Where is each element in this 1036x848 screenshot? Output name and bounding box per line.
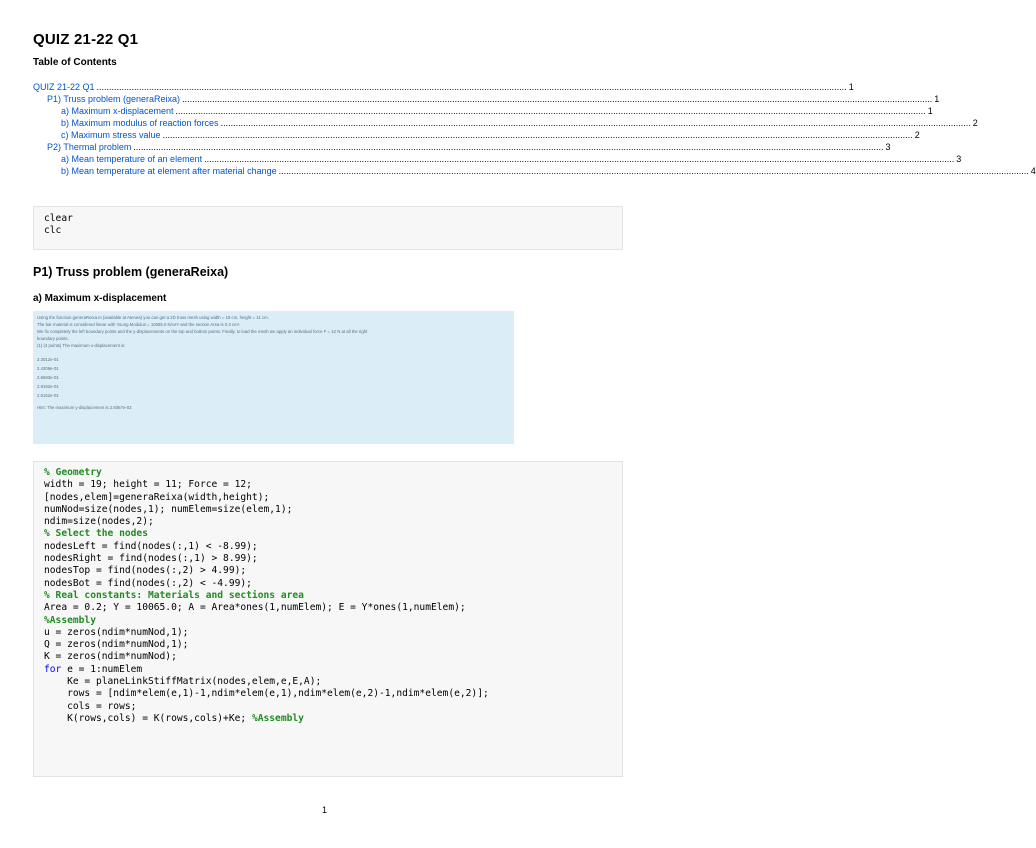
code-line bbox=[44, 565, 622, 577]
code-comment: % Geometry bbox=[44, 467, 102, 478]
code-text: nodesLeft = find(nodes(:,1) < -8.99); bbox=[44, 540, 258, 552]
code-line bbox=[44, 516, 622, 528]
code-line bbox=[44, 688, 622, 700]
code-line bbox=[44, 713, 622, 725]
toc-dot-leader: ............................................................................................................................................................................................................................................................................................................ bbox=[133, 142, 884, 152]
code-line bbox=[44, 479, 622, 491]
toc-entry-link[interactable]: c) Maximum stress value bbox=[61, 130, 161, 140]
toc-entry-link[interactable]: a) Maximum x-displacement bbox=[61, 106, 174, 116]
toc-entry-link[interactable]: b) Mean temperature at element after material change bbox=[61, 166, 277, 176]
toc-dot-leader: ............................................................................................................................................................................................................................................................................................................ bbox=[175, 106, 926, 116]
statement-line: The bar material is considered linear with Young Modulus = 10065.0 N/cm² and the section Area is 0.2 cm². bbox=[37, 322, 241, 327]
toc-dot-leader: ............................................................................................................................................................................................................................................................................................................ bbox=[204, 154, 955, 164]
statement-hint: Hint: The maximum y-displacement is 2.9367e-02 bbox=[37, 405, 132, 410]
code-line bbox=[44, 541, 622, 553]
code-line bbox=[44, 651, 622, 663]
toc-entry[interactable] bbox=[33, 141, 891, 153]
toc-entry[interactable] bbox=[33, 117, 978, 129]
table-of-contents bbox=[33, 81, 1036, 177]
code-line bbox=[44, 553, 622, 565]
code-line bbox=[44, 528, 622, 540]
toc-page-number: 4 bbox=[1030, 166, 1036, 176]
code-text: e = 1:numElem bbox=[61, 663, 143, 675]
code-block-clear bbox=[33, 206, 623, 250]
statement-line: (1) (4 points) The maximum x-displacement is: bbox=[37, 343, 126, 348]
toc-entry-link[interactable]: P2) Thermal problem bbox=[47, 142, 132, 152]
toc-entry[interactable] bbox=[33, 165, 1036, 177]
code-line bbox=[44, 504, 622, 516]
code-line bbox=[44, 627, 622, 639]
problem-statement-image bbox=[33, 311, 514, 444]
toc-entry-link[interactable]: QUIZ 21-22 Q1 bbox=[33, 82, 95, 92]
code-comment: %Assembly bbox=[44, 614, 96, 626]
code-keyword: for bbox=[44, 663, 62, 675]
toc-entry-link[interactable]: b) Maximum modulus of reaction forces bbox=[61, 118, 219, 128]
page-title: QUIZ 21-22 Q1 bbox=[33, 31, 139, 48]
toc-dot-leader: ............................................................................................................................................................................................................................................................................................................ bbox=[162, 130, 913, 140]
code-text: cols = rows; bbox=[44, 700, 137, 712]
toc-entry[interactable] bbox=[33, 153, 962, 165]
answer-option: 2.6693e-01 bbox=[37, 375, 59, 380]
answer-option: 2.6162e-01 bbox=[37, 393, 59, 398]
code-line bbox=[44, 467, 622, 479]
statement-line: boundary points. bbox=[37, 336, 69, 341]
code-text: nodesRight = find(nodes(:,1) > 8.99); bbox=[44, 553, 258, 565]
code-text: rows = [ndim*elem(e,1)-1,ndim*elem(e,1),ndim*elem(e,2)-1,ndim*elem(e,2)]; bbox=[44, 688, 489, 700]
toc-entry-link[interactable]: a) Mean temperature of an element bbox=[61, 154, 203, 164]
code-comment: % Select the nodes bbox=[44, 528, 148, 540]
toc-page-number: 3 bbox=[956, 154, 962, 164]
answer-option: 2.4209e-01 bbox=[37, 366, 59, 371]
code-text: width = 19; height = 11; Force = 12; bbox=[44, 479, 252, 491]
code-line bbox=[44, 615, 622, 627]
toc-page-number: 2 bbox=[972, 118, 978, 128]
code-text: nodesBot = find(nodes(:,2) < -4.99); bbox=[44, 577, 252, 589]
toc-page-number: 1 bbox=[848, 82, 854, 92]
code-line: clear bbox=[44, 213, 73, 224]
toc-dot-leader: ............................................................................................................................................................................................................................................................................................................ bbox=[182, 94, 933, 104]
page-number: 1 bbox=[322, 805, 328, 815]
code-line bbox=[44, 639, 622, 651]
toc-heading: Table of Contents bbox=[33, 57, 117, 68]
code-comment: %Assembly bbox=[251, 712, 304, 724]
code-text: numNod=size(nodes,1); numElem=size(elem,1); bbox=[44, 503, 293, 515]
toc-dot-leader: ............................................................................................................................................................................................................................................................................................................ bbox=[278, 166, 1029, 176]
code-text: ndim=size(nodes,2); bbox=[44, 516, 154, 528]
code-line: clc bbox=[44, 225, 62, 237]
subsection-heading: a) Maximum x-displacement bbox=[33, 293, 167, 304]
section-heading: P1) Truss problem (generaReixa) bbox=[33, 265, 229, 279]
code-line bbox=[44, 578, 622, 590]
code-text: K(rows,cols) = K(rows,cols)+Ke; bbox=[44, 712, 252, 724]
toc-page-number: 1 bbox=[934, 94, 940, 104]
statement-line: Using the function generaReixa.m (available at Atenea) you can get a 2D truss mesh using width = 19 cm, height = 11 cm. bbox=[37, 315, 269, 320]
code-line bbox=[44, 492, 622, 504]
toc-page-number: 2 bbox=[914, 130, 920, 140]
code-text: Area = 0.2; Y = 10065.0; A = Area*ones(1,numElem); E = Y*ones(1,numElem); bbox=[44, 602, 466, 614]
code-line bbox=[44, 664, 622, 676]
code-text: K = zeros(ndim*numNod); bbox=[44, 651, 177, 663]
toc-entry-link[interactable]: P1) Truss problem (generaReixa) bbox=[47, 94, 181, 104]
statement-line: We fix completely the left boundary points and the y-displacements on the top and bottom points. Finally, to load the mesh we apply an individual force F = 12 N at all the right bbox=[37, 329, 368, 334]
code-text: u = zeros(ndim*numNod,1); bbox=[44, 626, 189, 638]
code-text: nodesTop = find(nodes(:,2) > 4.99); bbox=[44, 565, 247, 577]
code-text: Q = zeros(ndim*numNod,1); bbox=[44, 639, 189, 651]
toc-entry[interactable] bbox=[33, 93, 940, 105]
code-line bbox=[44, 602, 622, 614]
code-line bbox=[44, 676, 622, 688]
toc-entry[interactable] bbox=[33, 105, 933, 117]
toc-page-number: 3 bbox=[885, 142, 891, 152]
code-comment: % Real constants: Materials and sections area bbox=[44, 589, 304, 601]
code-line bbox=[44, 701, 622, 713]
toc-dot-leader: ............................................................................................................................................................................................................................................................................................................ bbox=[220, 118, 971, 128]
code-line bbox=[44, 590, 622, 602]
answer-option: 2.9192e-01 bbox=[37, 384, 59, 389]
code-block-truss bbox=[33, 461, 623, 777]
toc-entry[interactable] bbox=[33, 129, 920, 141]
statement-spacer bbox=[37, 349, 510, 354]
code-text: Ke = planeLinkStiffMatrix(nodes,elem,e,E,A); bbox=[44, 676, 322, 688]
toc-entry[interactable] bbox=[33, 81, 854, 93]
code-text: [nodes,elem]=generaReixa(width,height); bbox=[44, 491, 270, 503]
answer-option: 2.3012e-01 bbox=[37, 357, 59, 362]
toc-page-number: 1 bbox=[927, 106, 933, 116]
toc-dot-leader: ............................................................................................................................................................................................................................................................................................................ bbox=[96, 82, 847, 92]
